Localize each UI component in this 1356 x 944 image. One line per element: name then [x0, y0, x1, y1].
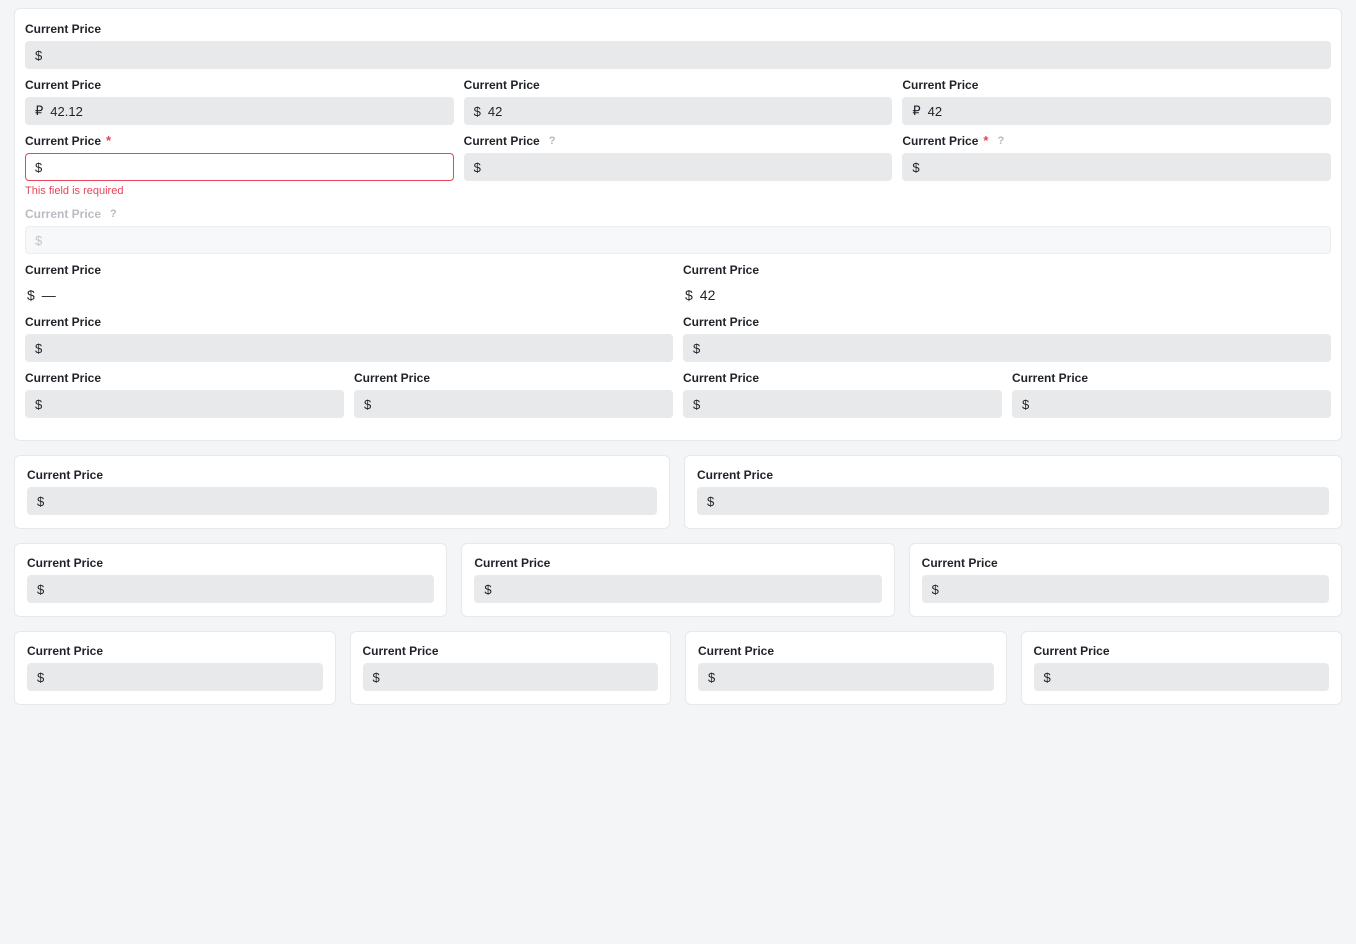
currency-symbol: $ [35, 232, 43, 248]
currency-symbol: $ [35, 159, 43, 175]
label-text: Current Price [27, 644, 104, 658]
label-text: Current Price [683, 263, 760, 277]
input-value: 42 [487, 103, 503, 119]
currency-symbol: $ [35, 340, 43, 356]
card-four-2 [350, 631, 672, 705]
label-text: Current Price [27, 556, 104, 570]
field-current-price-quarter-2 [354, 370, 673, 418]
field-label [25, 77, 454, 93]
field-label [27, 555, 434, 571]
field-label [25, 314, 673, 330]
field-label [27, 643, 323, 659]
card-four-4 [1021, 631, 1343, 705]
current-price-input-card-three-3[interactable] [922, 575, 1329, 603]
currency-symbol: $ [912, 159, 920, 175]
field-current-price-rub-1 [25, 77, 454, 125]
card-two-2 [684, 455, 1342, 529]
required-marker: * [106, 133, 112, 148]
label-text: Current Price [25, 134, 102, 148]
field-label [1012, 370, 1331, 386]
field-current-price-half-2 [683, 314, 1331, 362]
current-price-input-card-four-2[interactable] [363, 663, 659, 691]
field-current-price-readonly-42 [683, 262, 1331, 306]
field-label [698, 643, 994, 659]
input-value: 42 [927, 103, 943, 119]
label-text: Current Price [25, 207, 102, 221]
currency-symbol: $ [693, 340, 701, 356]
currency-symbol: $ [37, 493, 45, 509]
required-marker: * [983, 133, 989, 148]
currency-symbol: $ [1043, 669, 1051, 685]
label-text: Current Price [921, 556, 998, 570]
currency-symbol: $ [35, 396, 43, 412]
current-price-input-card-three-1[interactable] [27, 575, 434, 603]
currency-symbol: $ [37, 669, 45, 685]
field-error-message: This field is required [25, 185, 124, 197]
field-current-price-required-help [902, 133, 1331, 198]
help-icon[interactable]: ? [548, 135, 556, 147]
current-price-input-card-four-4[interactable] [1034, 663, 1330, 691]
field-label [464, 77, 893, 93]
field-label [25, 21, 1331, 37]
label-text: Current Price [25, 315, 102, 329]
label-text: Current Price [354, 371, 431, 385]
currency-symbol: $ [707, 493, 715, 509]
field-current-price-help [464, 133, 893, 198]
row-half [25, 314, 1331, 370]
field-current-price-full [25, 21, 1331, 69]
help-icon[interactable]: ? [997, 135, 1005, 147]
currency-symbol: $ [37, 581, 45, 597]
main-form-panel [14, 8, 1342, 441]
current-price-readonly-42 [683, 282, 1331, 306]
label-text: Current Price [1012, 371, 1089, 385]
current-price-input-rub-2[interactable] [902, 97, 1331, 125]
currency-symbol: $ [27, 287, 35, 303]
current-price-input-quarter-1[interactable] [25, 390, 344, 418]
card-three-2 [461, 543, 894, 617]
field-current-price-quarter-4 [1012, 370, 1331, 418]
label-text: Current Price [474, 556, 551, 570]
current-price-readonly-empty [25, 282, 673, 306]
row-states [25, 133, 1331, 206]
currency-symbol: $ [364, 396, 372, 412]
label-text: Current Price [902, 78, 979, 92]
current-price-input-rub-1[interactable] [25, 97, 454, 125]
currency-symbol: $ [35, 47, 43, 63]
page-root [0, 8, 1356, 944]
current-price-input-usd-1[interactable] [464, 97, 893, 125]
current-price-input-card-three-2[interactable] [474, 575, 881, 603]
currency-symbol: $ [931, 581, 939, 597]
current-price-input-half-2[interactable] [683, 334, 1331, 362]
label-text: Current Price [1033, 644, 1110, 658]
input-value: 42.12 [50, 103, 83, 119]
label-text: Current Price [463, 78, 540, 92]
current-price-input-quarter-3[interactable] [683, 390, 1002, 418]
field-current-price-usd-1 [464, 77, 893, 125]
current-price-input-required-help[interactable] [902, 153, 1331, 181]
field-label [683, 314, 1331, 330]
current-price-input-full[interactable] [25, 41, 1331, 69]
current-price-input-half-1[interactable] [25, 334, 673, 362]
field-label [697, 467, 1329, 483]
field-current-price-error [25, 133, 454, 198]
field-label [25, 370, 344, 386]
currency-symbol: $ [685, 287, 693, 303]
card-three-1 [14, 543, 447, 617]
currency-symbol: $ [473, 159, 481, 175]
current-price-input-help[interactable] [464, 153, 893, 181]
current-price-input-quarter-2[interactable] [354, 390, 673, 418]
label-text: Current Price [25, 22, 102, 36]
current-price-input-card-two-1[interactable] [27, 487, 657, 515]
card-four-1 [14, 631, 336, 705]
field-current-price-rub-2 [902, 77, 1331, 125]
field-label [474, 555, 881, 571]
current-price-input-error[interactable] [25, 153, 454, 181]
currency-symbol: ₽ [35, 103, 44, 118]
currency-symbol: ₽ [912, 103, 921, 118]
label-text: Current Price [697, 468, 774, 482]
field-label [25, 262, 673, 278]
field-current-price-quarter-1 [25, 370, 344, 418]
field-current-price-readonly-empty [25, 262, 673, 306]
help-icon: ? [110, 208, 117, 220]
currency-symbol: $ [473, 103, 481, 119]
label-text: Current Price [463, 134, 540, 148]
currency-symbol: $ [708, 669, 716, 685]
label-text: Current Price [683, 315, 760, 329]
field-label-disabled [25, 206, 1331, 222]
label-text: Current Price [362, 644, 439, 658]
current-price-input-card-two-2[interactable] [697, 487, 1329, 515]
currency-symbol: $ [484, 581, 492, 597]
field-label [922, 555, 1329, 571]
row-readonly [25, 262, 1331, 314]
card-three-3 [909, 543, 1342, 617]
row-quarter [25, 370, 1331, 426]
field-current-price-quarter-3 [683, 370, 1002, 418]
cards-row-four [14, 631, 1342, 705]
field-label [464, 133, 893, 149]
field-label [902, 77, 1331, 93]
card-four-3 [685, 631, 1007, 705]
current-price-input-card-four-1[interactable] [27, 663, 323, 691]
row-values [25, 77, 1331, 133]
field-current-price-half-1 [25, 314, 673, 362]
field-label [902, 133, 1331, 149]
current-price-input-card-four-3[interactable] [698, 663, 994, 691]
readonly-value: 42 [699, 287, 716, 303]
label-text: Current Price [25, 263, 102, 277]
field-label [354, 370, 673, 386]
currency-symbol: $ [693, 396, 701, 412]
field-label [25, 133, 454, 149]
field-label [683, 370, 1002, 386]
current-price-input-quarter-4[interactable] [1012, 390, 1331, 418]
field-label [363, 643, 659, 659]
label-text: Current Price [25, 371, 102, 385]
field-label [1034, 643, 1330, 659]
currency-symbol: $ [372, 669, 380, 685]
field-current-price-disabled [25, 206, 1331, 254]
currency-symbol: $ [1022, 396, 1030, 412]
label-text: Current Price [27, 468, 104, 482]
card-two-1 [14, 455, 670, 529]
cards-row-three [14, 543, 1342, 617]
label-text: Current Price [698, 644, 775, 658]
field-label [683, 262, 1331, 278]
readonly-value: — [41, 287, 56, 303]
label-text: Current Price [902, 134, 979, 148]
current-price-input-disabled [25, 226, 1331, 254]
label-text: Current Price [25, 78, 102, 92]
cards-row-two [14, 455, 1342, 529]
field-label [27, 467, 657, 483]
label-text: Current Price [683, 371, 760, 385]
